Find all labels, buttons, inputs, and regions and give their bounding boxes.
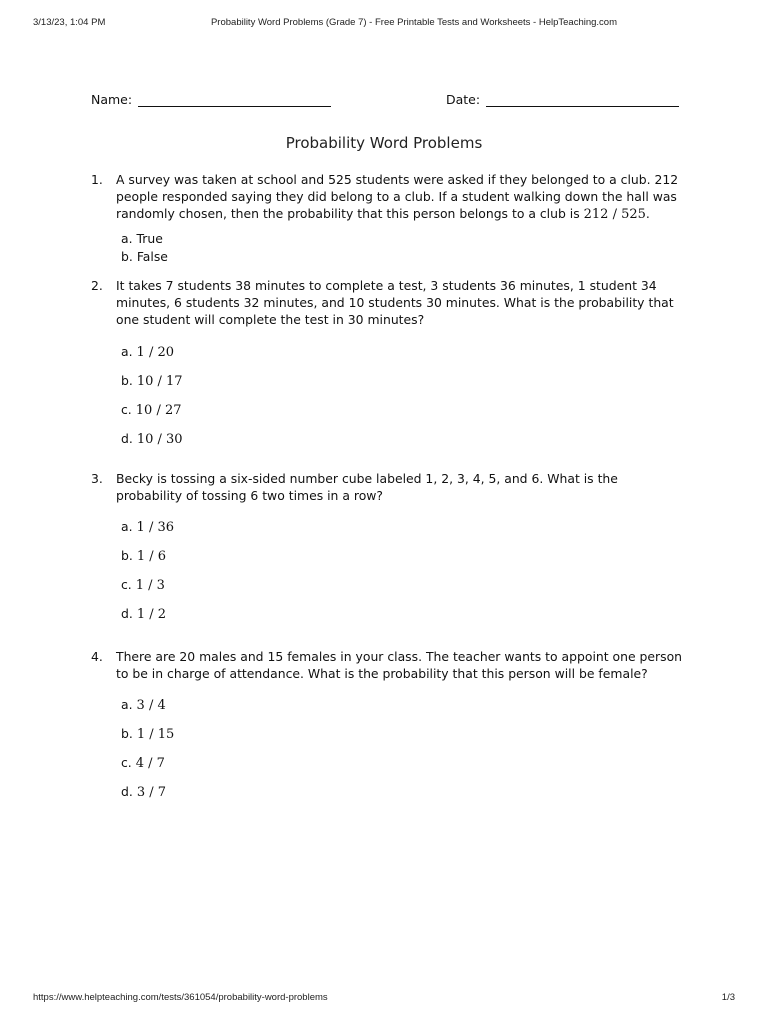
option-label: b. <box>121 372 133 388</box>
option-label: a. <box>121 519 133 535</box>
option-label: a. <box>121 230 133 246</box>
answer-option-b <box>121 248 683 266</box>
option-value: 1 / 15 <box>136 727 175 743</box>
question-number: 3. <box>91 471 103 486</box>
name-date-row <box>91 92 681 112</box>
option-label: b. <box>121 248 133 264</box>
name-line <box>138 92 331 107</box>
question-number: 1. <box>91 172 103 187</box>
answer-options <box>121 696 683 812</box>
option-label: a. <box>121 697 133 713</box>
question-text-end: . <box>645 206 650 222</box>
option-value: 10 / 17 <box>136 373 183 389</box>
question-1 <box>91 171 683 266</box>
answer-option-b <box>121 372 683 401</box>
option-value: 4 / 7 <box>135 756 165 772</box>
answer-option-c <box>121 576 683 605</box>
option-value: True <box>136 230 163 246</box>
answer-option-a <box>121 230 683 248</box>
option-value: 1 / 3 <box>135 578 165 594</box>
option-value: 10 / 27 <box>135 402 182 418</box>
print-url: https://www.helpteaching.com/tests/361054/probability-word-problems <box>33 992 328 1003</box>
option-label: b. <box>121 548 133 564</box>
answer-option-b <box>121 725 683 754</box>
option-label: c. <box>121 755 132 771</box>
answer-option-a <box>121 518 683 547</box>
print-footer <box>33 992 735 1006</box>
question-text-body: A survey was taken at school and 525 students were asked if they belonged to a club. 212 people responded saying they did belong to a club. If a student walking down the hall was randomly chosen, then the probability that this person belongs to a club is <box>116 172 679 222</box>
option-label: d. <box>121 606 133 622</box>
answer-options <box>121 518 683 634</box>
answer-option-d <box>121 430 683 459</box>
print-datetime: 3/13/23, 1:04 PM <box>33 17 106 28</box>
answer-option-c <box>121 754 683 783</box>
date-label: Date: <box>446 92 481 107</box>
option-value: 1 / 36 <box>136 520 175 536</box>
option-label: d. <box>121 784 133 800</box>
print-page-number: 1/3 <box>721 992 735 1003</box>
question-text: Becky is tossing a six-sided number cube labeled 1, 2, 3, 4, 5, and 6. What is the probability of tossing 6 two times in a row? <box>116 471 618 504</box>
option-label: d. <box>121 430 133 446</box>
answer-option-d <box>121 605 683 634</box>
print-header <box>33 17 735 31</box>
question-math: 212 / 525 <box>583 207 646 223</box>
answer-option-d <box>121 783 683 812</box>
option-value: False <box>136 248 168 264</box>
question-3 <box>91 470 683 634</box>
option-value: 3 / 7 <box>136 785 166 801</box>
name-field <box>91 92 331 107</box>
question-4 <box>91 648 683 812</box>
option-value: 1 / 20 <box>136 344 175 360</box>
question-text <box>116 171 683 224</box>
answer-options <box>121 230 683 266</box>
option-value: 10 / 30 <box>136 431 183 447</box>
option-value: 1 / 2 <box>136 607 166 623</box>
option-label: c. <box>121 577 132 593</box>
option-label: c. <box>121 401 132 417</box>
question-number: 2. <box>91 278 103 293</box>
question-number: 4. <box>91 649 103 664</box>
date-field <box>446 92 679 107</box>
option-value: 1 / 6 <box>136 549 166 565</box>
answer-option-a <box>121 343 683 372</box>
answer-option-c <box>121 401 683 430</box>
answer-options <box>121 343 683 459</box>
option-label: b. <box>121 726 133 742</box>
question-2 <box>91 277 683 459</box>
print-page-title: Probability Word Problems (Grade 7) - Free Printable Tests and Worksheets - HelpTeaching.com <box>210 17 618 28</box>
option-value: 3 / 4 <box>136 698 166 714</box>
worksheet-title: Probability Word Problems <box>285 134 483 152</box>
answer-option-a <box>121 696 683 725</box>
question-text: There are 20 males and 15 females in your class. The teacher wants to appoint one person to be in charge of attendance. What is the probability that this person will be female? <box>116 649 683 682</box>
name-label: Name: <box>91 92 133 107</box>
option-label: a. <box>121 343 133 359</box>
answer-option-b <box>121 547 683 576</box>
question-text: It takes 7 students 38 minutes to complete a test, 3 students 36 minutes, 1 student 34 minutes, 6 students 32 minutes, and 10 students 30 minutes. What is the probability that one student will complete the test in 30 minutes? <box>116 278 674 328</box>
date-line <box>486 92 679 107</box>
